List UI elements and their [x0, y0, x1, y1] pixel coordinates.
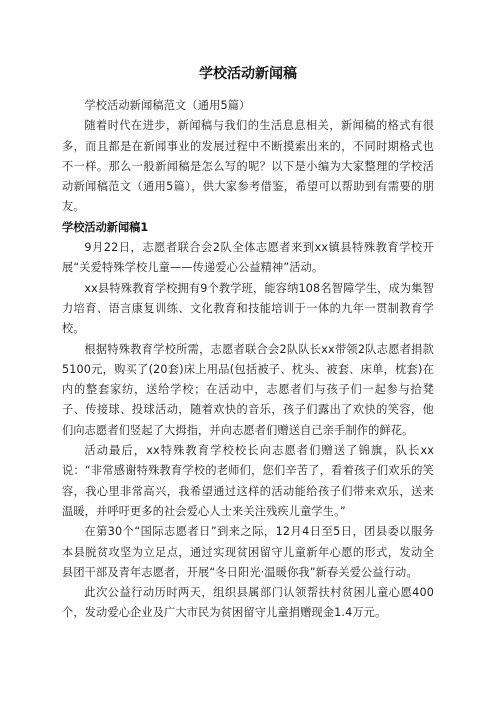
section-heading: 学校活动新闻稿1 [62, 220, 149, 234]
body-paragraph: 根据特殊教育学校所需，志愿者联合会2队队长xx带领2队志愿者捐款5100元，购买了(20套)床上用品(包括被子、枕头、被套、床单，枕套)在内的整套家纺，送给学校；在活动中，志愿者们与孩子们一起参与拾凳子、传接球、投球活动，随着欢快的音乐，孩子们露出了欢快的笑容，他们向志愿者们竖起了大拇指，并向志愿者们赠送自己亲手制作的鲜花。 [62, 342, 434, 437]
body-paragraph: 9月22日，志愿者联合会2队全体志愿者来到xx镇县特殊教育学校开展“关爱特殊学校儿童——传递爱心公益精神”活动。 [62, 241, 434, 275]
body-paragraph: 此次公益行动历时两天，组织县属部门认领帮扶村贫困儿童心愿400个，发动爱心企业及广大市民为贫困留守儿童捐赠现金1.4万元。 [62, 586, 434, 620]
document-title: 学校活动新闻稿 [199, 66, 297, 82]
body-paragraph: 在第30个“国际志愿者日”到来之际，12月4日至5日，团县委以服务本县脱贫攻坚为立足点，通过实现贫困留守儿童新年心愿的形式，发动全县团干部及青年志愿者，开展“冬日阳光·温暖你我”新春关爱公益行动。 [62, 525, 434, 579]
intro-subtitle: 学校活动新闻稿范文（通用5篇） [84, 99, 251, 112]
body-paragraph: xx县特殊教育学校拥有9个教学班，能容纳108名智障学生，成为集智力培育、语言康复训练、文化教育和技能培训于一体的九年一贯制教育学校。 [62, 281, 434, 336]
intro-paragraph: 随着时代在进步，新闻稿与我们的生活息息相关，新闻稿的格式有很多，而且都是在新闻事业的发展过程中不断摸索出来的，不同时期格式也不一样。那么一般新闻稿是怎么写的呢？以下是小编为大家整理的学校活动新闻稿范文（通用5篇），供大家参考借鉴，希望可以帮助到有需要的朋友。 [62, 119, 434, 214]
body-paragraph: 活动最后，xx特殊教育学校校长向志愿者们赠送了锦旗，队长xx说：“非常感谢特殊教育学校的老师们，您们辛苦了，看着孩子们欢乐的笑容，我心里非常高兴，我希望通过这样的活动能给孩子们带来欢乐，送来温暖，并呼吁更多的社会爱心人士来关注残疾儿童学生。” [62, 444, 434, 518]
